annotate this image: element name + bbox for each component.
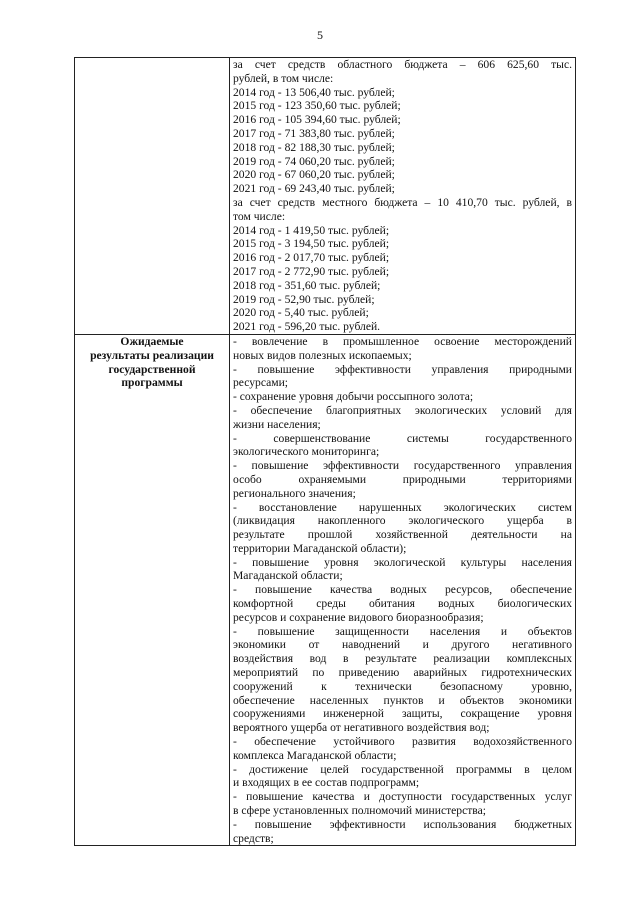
- funding-label-cell: [75, 58, 230, 335]
- result-item: [233, 501, 572, 556]
- result-item: [233, 556, 572, 584]
- regional-year-line: 2019 год - 74 060,20 тыс. рублей;: [233, 154, 395, 168]
- regional-budget-intro-cont: рублей, в том числе:: [233, 71, 334, 85]
- result-item: [233, 790, 572, 818]
- result-item-line: - повышение эффективности управления природными: [233, 362, 572, 376]
- result-item-line: вероятного ущерба от негативного воздействия вод;: [233, 721, 490, 735]
- funding-content-cell: [230, 58, 576, 335]
- section-label-line: результаты реализации: [90, 348, 214, 362]
- regional-year-line: 2015 год - 123 350,60 тыс. рублей;: [233, 99, 401, 113]
- regional-year-line: 2017 год - 71 383,80 тыс. рублей;: [233, 126, 395, 140]
- result-item-line: - обеспечение благоприятных экологических условий для: [233, 403, 572, 417]
- result-item-line: (ликвидация накопленного экологического ущерба в: [233, 514, 572, 528]
- result-item-line: экологического мониторинга;: [233, 445, 380, 459]
- result-item-line: мероприятий по приведению аварийных гидротехнических: [233, 666, 572, 680]
- result-item: [233, 763, 572, 791]
- result-item: [233, 625, 572, 735]
- result-item-line: Магаданской области;: [233, 569, 343, 583]
- regional-budget-years: [233, 86, 572, 196]
- result-item-line: - повышение качества и доступности государственных услуг: [233, 790, 572, 804]
- result-item-line: - повышение эффективности использования бюджетных: [233, 817, 572, 831]
- regional-year-line: 2016 год - 105 394,60 тыс. рублей;: [233, 113, 401, 127]
- expected-results-list: [233, 335, 572, 845]
- expected-results-label: [78, 335, 226, 390]
- result-item-line: комплекса Магаданской области;: [233, 748, 397, 762]
- result-item: [233, 335, 572, 363]
- result-item-line: особо охраняемыми природными территориями: [233, 472, 572, 486]
- regional-year-line: 2020 год - 67 060,20 тыс. рублей;: [233, 168, 395, 182]
- section-label-line: программы: [121, 376, 183, 390]
- result-item-line: комфортной среды обитания водных биологических: [233, 597, 572, 611]
- result-item: [233, 735, 572, 763]
- program-passport-table: [74, 57, 576, 846]
- result-item-line: жизни населения;: [233, 417, 321, 431]
- section-label-line: Ожидаемые: [120, 334, 184, 348]
- result-item-line: сооружений к технически безопасному уровню,: [233, 679, 572, 693]
- result-item: [233, 583, 572, 624]
- regional-year-line: 2014 год - 13 506,40 тыс. рублей;: [233, 85, 395, 99]
- local-budget-intro: за счет средств местного бюджета – 10 410,70 тыс. рублей, в: [233, 195, 572, 209]
- local-year-line: 2015 год - 3 194,50 тыс. рублей;: [233, 237, 390, 251]
- local-budget-years: [233, 224, 572, 334]
- result-item: [233, 459, 572, 500]
- expected-results-content-cell: [230, 334, 576, 845]
- regional-budget-intro: за счет средств областного бюджета – 606 625,60 тыс.: [233, 58, 572, 71]
- expected-results-row: [75, 334, 576, 845]
- result-item-line: средств;: [233, 831, 274, 845]
- expected-results-label-cell: [75, 334, 230, 845]
- result-item: [233, 432, 572, 460]
- result-item-line: - обеспечение устойчивого развития водохозяйственного: [233, 735, 572, 749]
- result-item-line: сооружениями инженерной защиты, сокращение уровня: [233, 707, 572, 721]
- result-item: [233, 404, 572, 432]
- section-label-line: государственной: [108, 362, 196, 376]
- result-item: [233, 818, 572, 846]
- local-year-line: 2018 год - 351,60 тыс. рублей;: [233, 278, 381, 292]
- funding-row: [75, 58, 576, 335]
- result-item-line: - достижение целей государственной программы в целом: [233, 762, 572, 776]
- result-item-line: - повышение эффективности государственного управления: [233, 459, 572, 473]
- result-item-line: обеспечение населенных пунктов и объектов экономики: [233, 693, 572, 707]
- result-item: [233, 363, 572, 391]
- result-item-line: регионального значения;: [233, 486, 356, 500]
- local-year-line: 2014 год - 1 419,50 тыс. рублей;: [233, 223, 390, 237]
- local-year-line: 2016 год - 2 017,70 тыс. рублей;: [233, 251, 390, 265]
- result-item-line: - повышение защищенности населения и объектов: [233, 624, 572, 638]
- local-year-line: 2017 год - 2 772,90 тыс. рублей;: [233, 264, 390, 278]
- result-item-line: и входящих в ее состав подпрограмм;: [233, 776, 420, 790]
- result-item-line: воздействия вод в результате реализации комплексных: [233, 652, 572, 666]
- result-item-line: - сохранение уровня добычи россыпного золота;: [233, 390, 474, 404]
- result-item-line: экономики от наводнений и другого негативного: [233, 638, 572, 652]
- regional-year-line: 2021 год - 69 243,40 тыс. рублей;: [233, 182, 395, 196]
- result-item-line: ресурсами;: [233, 376, 289, 390]
- result-item-line: в сфере установленных полномочий министерства;: [233, 804, 486, 818]
- result-item-line: ресурсов и сохранение видового биоразнообразия;: [233, 610, 484, 624]
- local-budget-intro-cont: том числе:: [233, 209, 286, 223]
- local-year-line: 2021 год - 596,20 тыс. рублей.: [233, 320, 381, 334]
- local-year-line: 2020 год - 5,40 тыс. рублей;: [233, 306, 369, 320]
- result-item-line: - повышение качества водных ресурсов, обеспечение: [233, 583, 572, 597]
- result-item-line: результате прошлой хозяйственной деятельности на: [233, 528, 572, 542]
- result-item-line: территории Магаданской области);: [233, 541, 407, 555]
- result-item-line: - восстановление нарушенных экологических систем: [233, 500, 572, 514]
- result-item-line: - совершенствование системы государственного: [233, 431, 572, 445]
- result-item-line: - вовлечение в промышленное освоение месторождений: [233, 334, 572, 348]
- result-item-line: - повышение уровня экологической культуры населения: [233, 555, 572, 569]
- local-year-line: 2019 год - 52,90 тыс. рублей;: [233, 292, 375, 306]
- result-item: [233, 390, 572, 404]
- page-number: 5: [317, 28, 323, 42]
- result-item-line: новых видов полезных ископаемых;: [233, 348, 412, 362]
- regional-year-line: 2018 год - 82 188,30 тыс. рублей;: [233, 140, 395, 154]
